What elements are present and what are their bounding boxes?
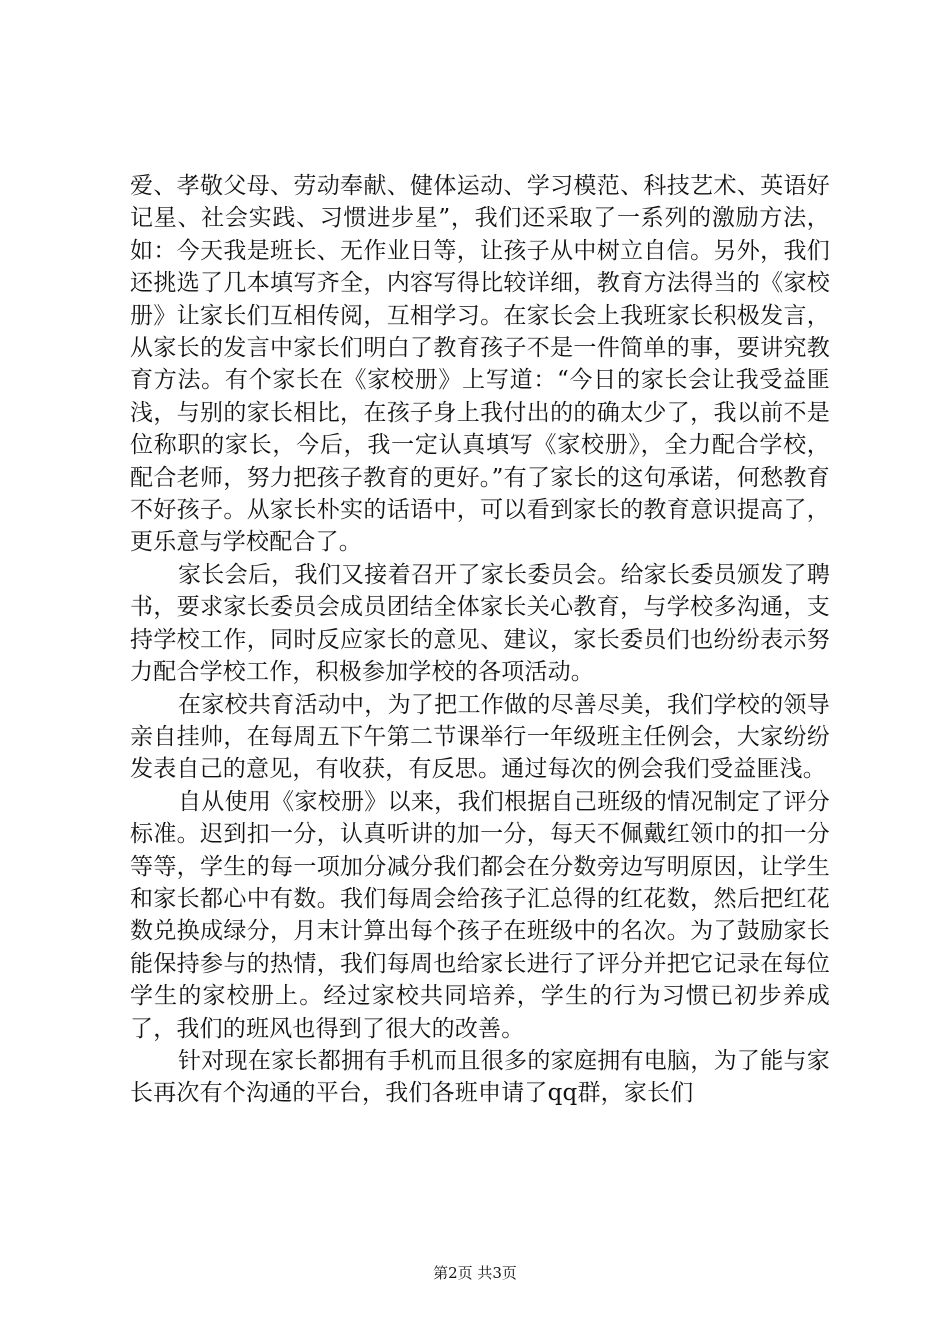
paragraph-3: 在家校共育活动中，为了把工作做的尽善尽美，我们学校的领导亲自挂帅，在每周五下午第二节课举行一年级班主任例会，大家纷纷发表自己的意见，有收获，有反思。通过每次的例会我们受益匪浅。 (130, 691, 830, 783)
paragraph-1: 爱、孝敬父母、劳动奉献、健体运动、学习模范、科技艺术、英语好记星、社会实践、习惯进步星”，我们还采取了一系列的激励方法，如：今天我是班长、无作业日等，让孩子从中树立自信。另外，我们还挑选了几本填写齐全，内容写得比较详细，教育方法得当的《家校册》让家长们互相传阅，互相学习。在家长会上我班家长积极发言，从家长的发言中家长们明白了教育孩子不是一件简单的事，要讲究教育方法。有个家长在《家校册》上写道：“今日的家长会让我受益匪浅，与别的家长相比，在孩子身上我付出的的确太少了，我以前不是位称职的家长，今后，我一定认真填写《家校册》，全力配合学校，配合老师，努力把孩子教育的更好。”有了家长的这句承诺，何愁教育不好孩子。从家长朴实的话语中，可以看到家长的教育意识提高了，更乐意与学校配合了。 (130, 173, 830, 556)
paragraph-5: 针对现在家长都拥有手机而且很多的家庭拥有电脑，为了能与家长再次有个沟通的平台，我们各班申请了qq群，家长们 (130, 1047, 830, 1107)
paragraph-4: 自从使用《家校册》以来，我们根据自己班级的情况制定了评分标准。迟到扣一分，认真听讲的加一分，每天不佩戴红领巾的扣一分等等，学生的每一项加分减分我们都会在分数旁边写明原因，让学生和家长都心中有数。我们每周会给孩子汇总得的红花数，然后把红花数兑换成绿分，月末计算出每个孩子在班级中的名次。为了鼓励家长能保持参与的热情，我们每周也给家长进行了评分并把它记录在每位学生的家校册上。经过家校共同培养，学生的行为习惯已初步养成了，我们的班风也得到了很大的改善。 (130, 788, 830, 1042)
page-number: 第2页 共3页 (433, 1264, 517, 1282)
document-body (130, 170, 830, 1110)
page-footer (0, 1263, 950, 1283)
paragraph-2: 家长会后，我们又接着召开了家长委员会。给家长委员颁发了聘书，要求家长委员会成员团结全体家长关心教育，与学校多沟通，支持学校工作，同时反应家长的意见、建议，家长委员们也纷纷表示努力配合学校工作，积极参加学校的各项活动。 (130, 561, 830, 686)
